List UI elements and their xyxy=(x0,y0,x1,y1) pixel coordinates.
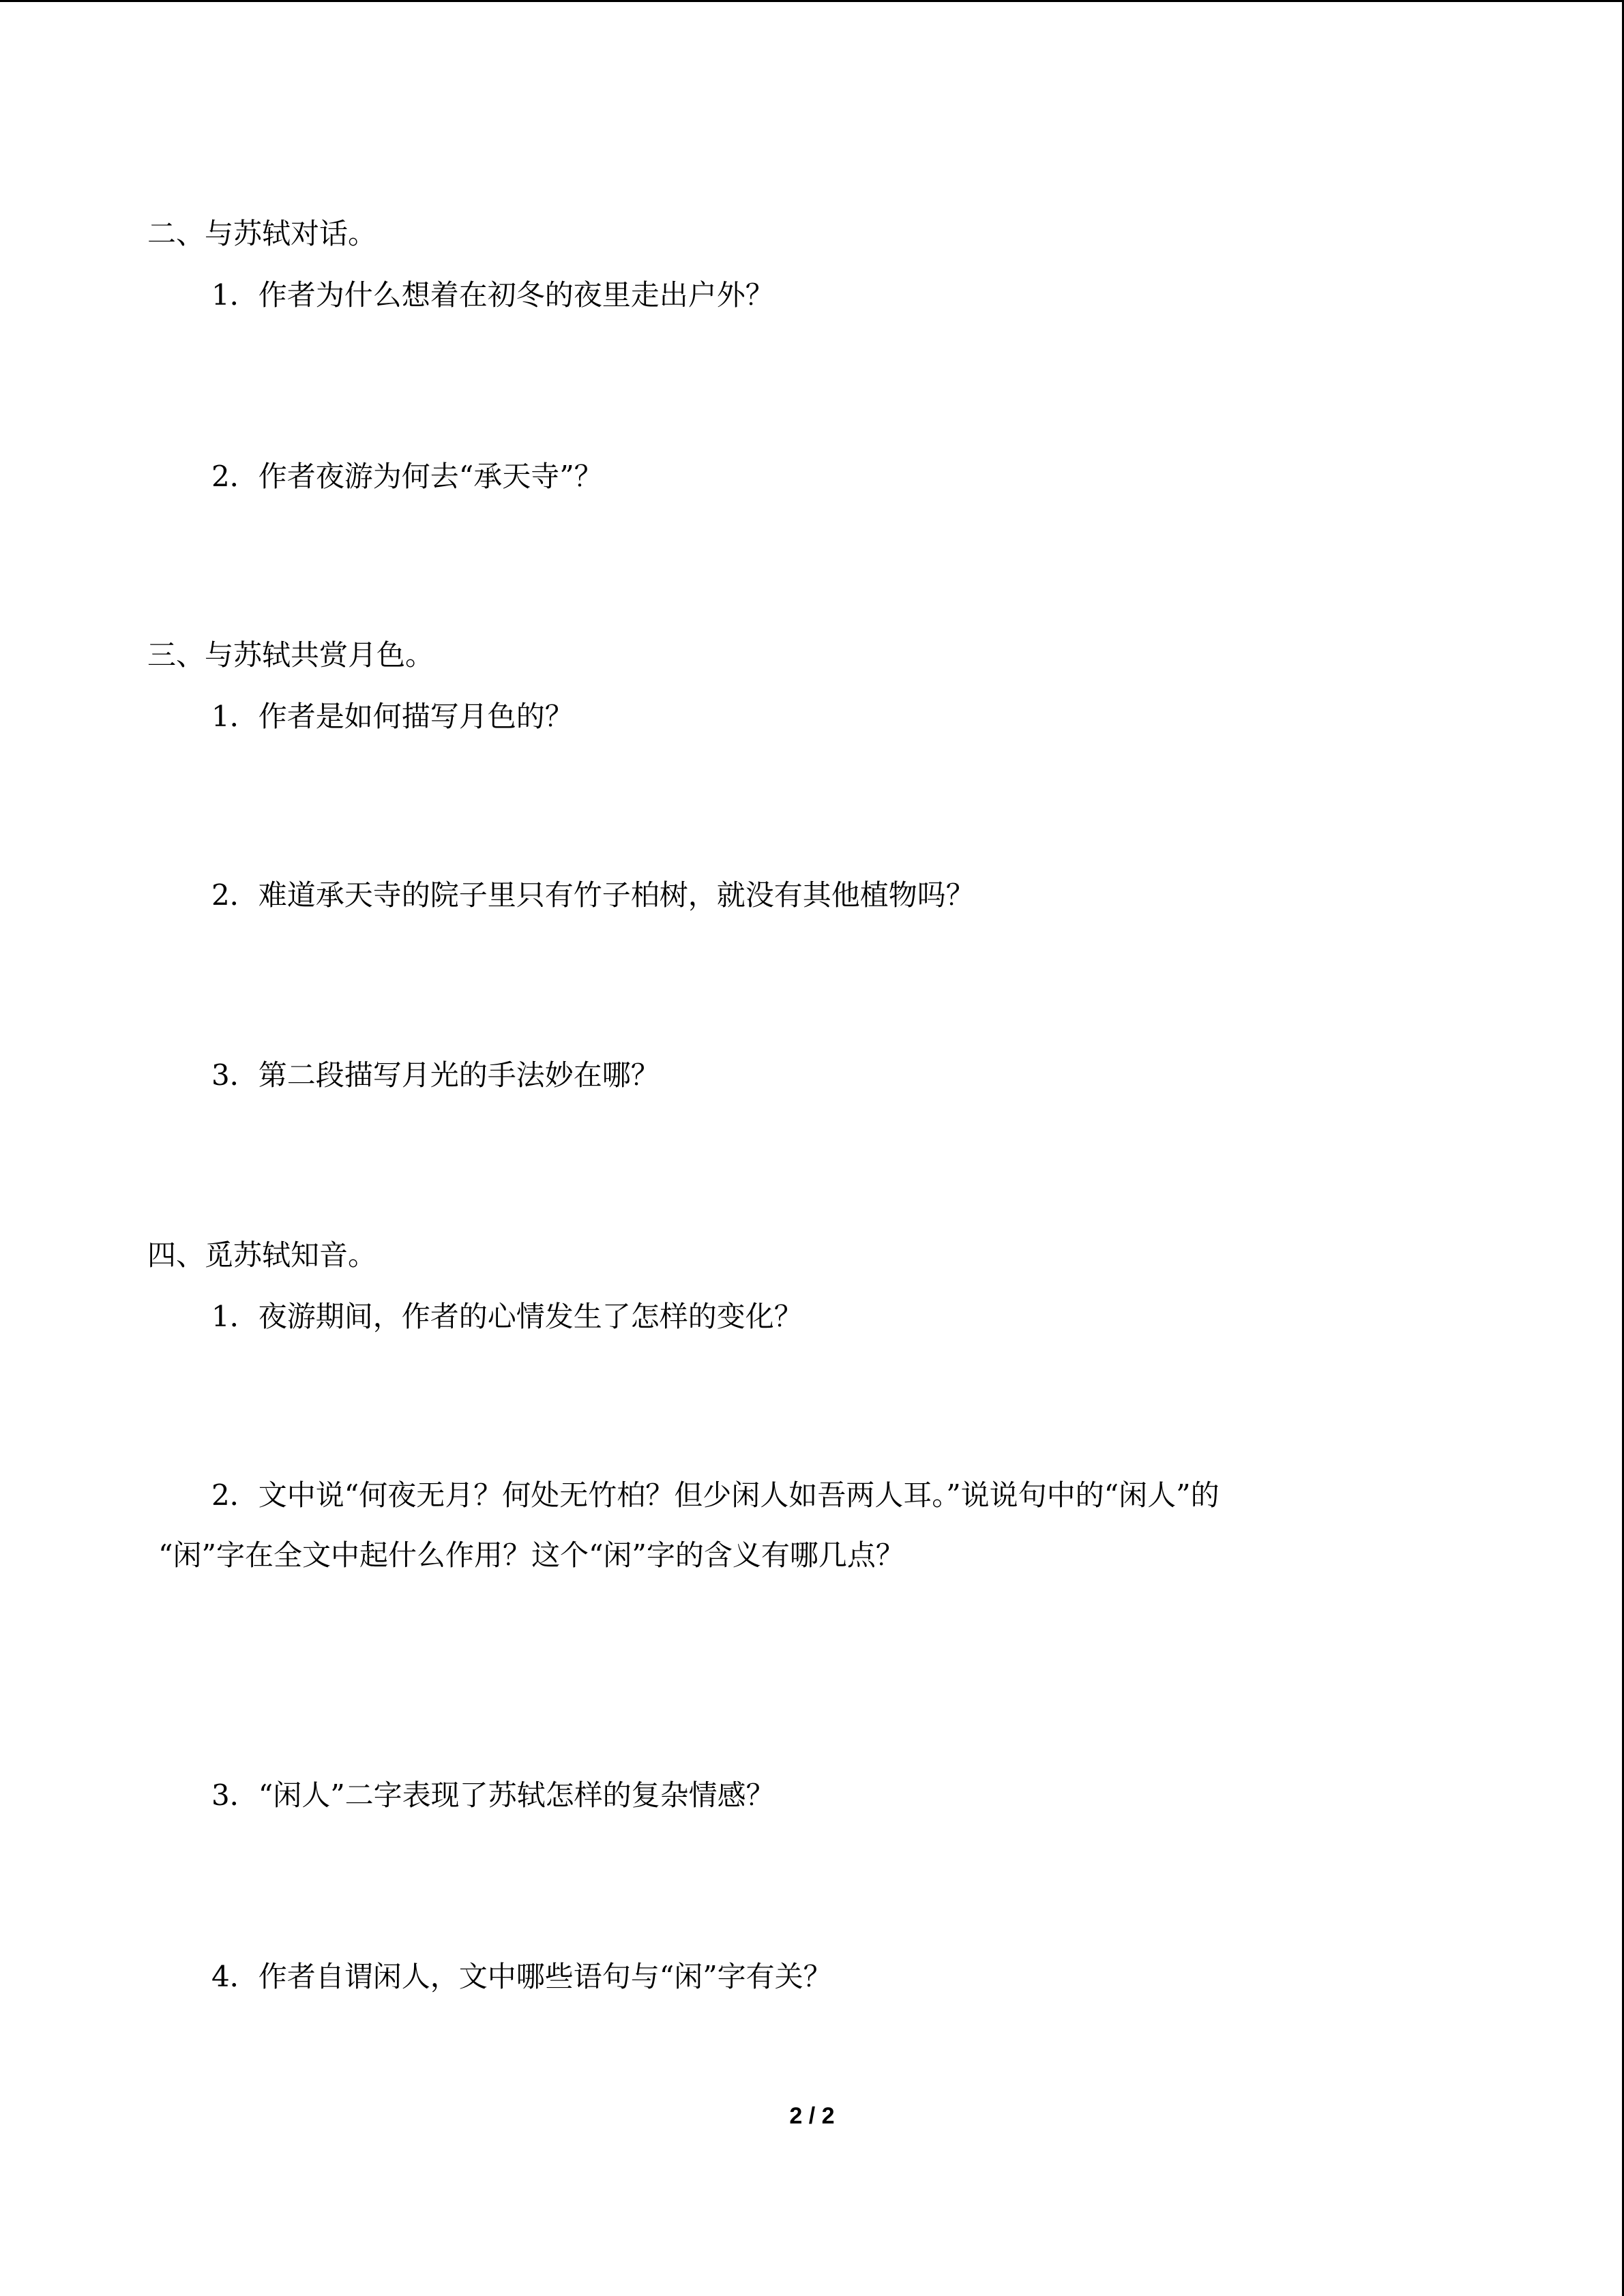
section-heading: 三、与苏轼共赏月色。 xyxy=(147,638,434,672)
question-text: 3．第二段描写月光的手法妙在哪？ xyxy=(211,1058,660,1092)
question-text: 1．夜游期间，作者的心情发生了怎样的变化？ xyxy=(211,1300,803,1333)
page-top-border xyxy=(0,0,1624,2)
question-text: 4．作者自谓闲人，文中哪些语句与“闲”字有关？ xyxy=(211,1960,832,1993)
question-text: 2．文中说“何夜无月？何处无竹柏？但少闲人如吾两人耳。”说说句中的“闲人”的 xyxy=(211,1478,1220,1512)
question-text: 3．“闲人”二字表现了苏轼怎样的复杂情感？ xyxy=(211,1778,775,1812)
page-number: 2 / 2 xyxy=(789,2103,835,2129)
question-text: 2．作者夜游为何去“承天寺”？ xyxy=(211,460,603,493)
question-text: 1．作者是如何描写月色的？ xyxy=(211,700,574,733)
section-heading: 二、与苏轼对话。 xyxy=(147,217,377,250)
section-heading: 四、觅苏轼知音。 xyxy=(147,1238,377,1272)
question-text: 2．难道承天寺的院子里只有竹子柏树，就没有其他植物吗？ xyxy=(211,878,975,912)
question-text: 1．作者为什么想着在初冬的夜里走出户外？ xyxy=(211,278,774,312)
question-text-continued: “闲”字在全文中起什么作用？这个“闲”字的含义有哪几点？ xyxy=(158,1538,904,1572)
